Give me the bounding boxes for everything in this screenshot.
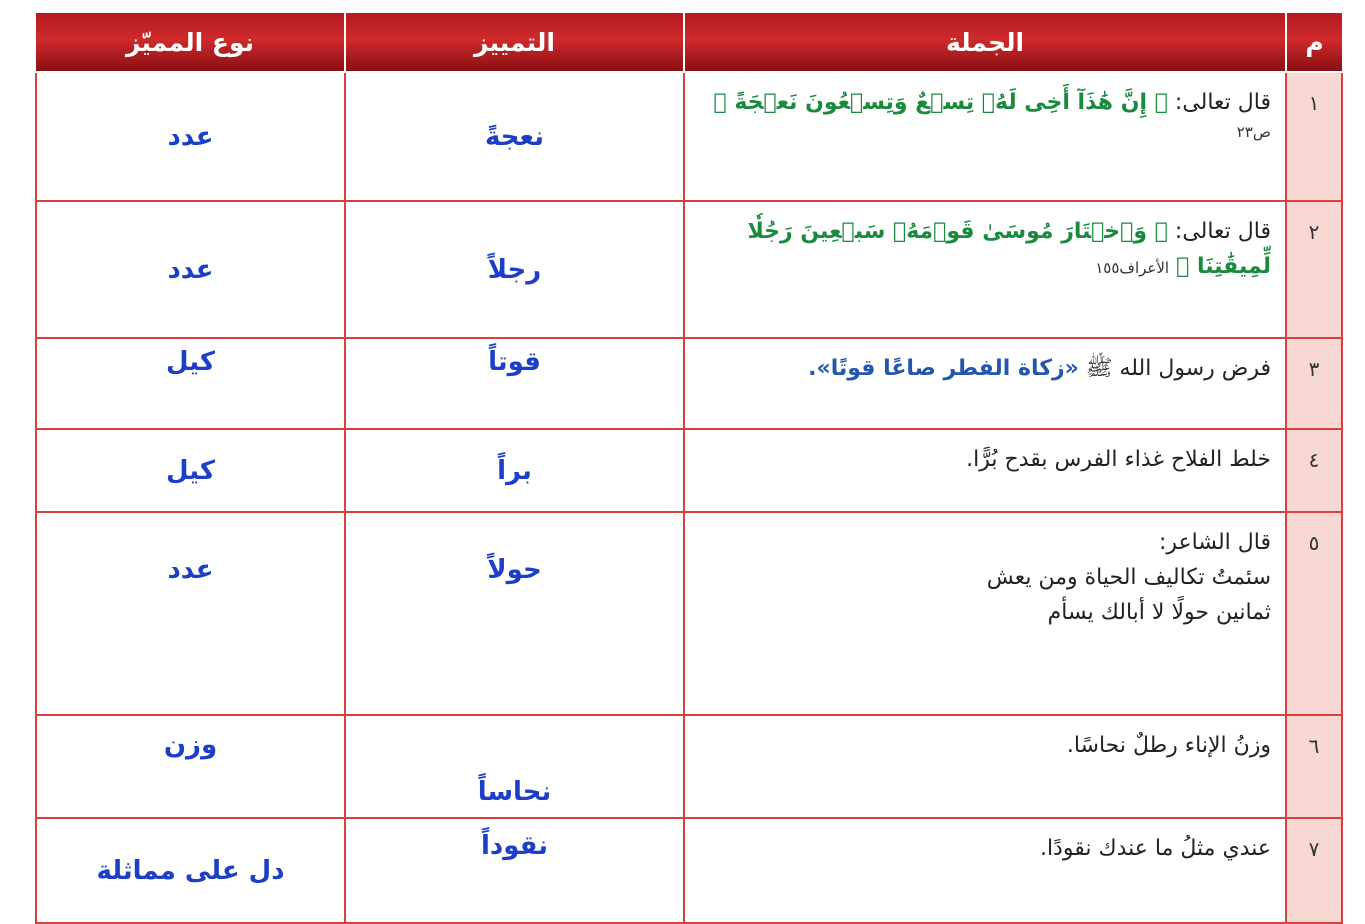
type-cell: عدد (36, 201, 345, 338)
sentence-intro: قال تعالى: (1174, 219, 1271, 244)
table-row (36, 818, 1342, 923)
poem-verse-first: سئمتُ تكاليف الحياة ومن يعش (986, 565, 1271, 591)
row-number: ٥ (1286, 512, 1342, 715)
sentence-cell (684, 338, 1286, 429)
header-type: نوع المميّز (36, 13, 345, 72)
row-number: ٧ (1286, 818, 1342, 923)
sentence-cell: وزنُ الإناء رطلٌ نحاسًا. (684, 715, 1286, 818)
header-tamyiz: التمييز (345, 13, 684, 72)
table-row (36, 429, 1342, 512)
sentence-cell (684, 201, 1286, 338)
tamyiz-cell: نعجةً (345, 72, 684, 201)
row-number: ١ (1286, 72, 1342, 201)
row-number: ٣ (1286, 338, 1342, 429)
sentence-cell: عندي مثلُ ما عندك نقودًا. (684, 818, 1286, 923)
header-num: م (1286, 13, 1342, 72)
poem-verse-second: ثمانين حولًا لا أبالك يسأم (1047, 600, 1271, 626)
sentence-cell (684, 72, 1286, 201)
type-cell: دل على مماثلة (36, 818, 345, 923)
verse-reference: الأعراف١٥٥ (1095, 259, 1170, 278)
hadith-text: «زكاة الفطر صاعًا قوتًا». (808, 356, 1079, 381)
tamyiz-table-container (35, 13, 1341, 924)
tamyiz-cell: قوتاً (345, 338, 684, 429)
tamyiz-cell: نقوداً (345, 818, 684, 923)
sentence-cell: خلط الفلاح غذاء الفرس بقدح بُرًّا. (684, 429, 1286, 512)
table-row (36, 512, 1342, 715)
sentence-intro: قال الشاعر: (1158, 530, 1271, 555)
quran-verse: ﴿ وَٱخۡتَارَ مُوسَىٰ قَوۡمَهُۥ سَبۡعِينَ رَجُلٗا لِّمِيقَٰتِنَا ﴾ (747, 219, 1271, 280)
quran-verse: ﴿ إِنَّ هَٰذَآ أَخِى لَهُۥ تِسۡعٌ وَتِسۡعُونَ نَعۡجَةً ﴾ (713, 90, 1168, 115)
tamyiz-table (35, 13, 1343, 924)
type-cell: عدد (36, 72, 345, 201)
table-row (36, 201, 1342, 338)
sentence-intro: فرض رسول الله ﷺ (1085, 356, 1271, 381)
tamyiz-cell: حولاً (345, 512, 684, 715)
table-row (36, 715, 1342, 818)
type-cell: وزن (36, 715, 345, 818)
type-cell: كيل (36, 429, 345, 512)
table-row (36, 338, 1342, 429)
row-number: ٤ (1286, 429, 1342, 512)
sentence-intro: قال تعالى: (1174, 90, 1271, 115)
tamyiz-cell: نحاساً (345, 715, 684, 818)
header-sentence: الجملة (684, 13, 1286, 72)
type-cell: عدد (36, 512, 345, 715)
row-number: ٢ (1286, 201, 1342, 338)
table-row (36, 72, 1342, 201)
verse-reference: ص٢٣ (1236, 123, 1271, 142)
row-number: ٦ (1286, 715, 1342, 818)
header-row (36, 13, 1342, 72)
tamyiz-cell: براً (345, 429, 684, 512)
tamyiz-cell: رجلاً (345, 201, 684, 338)
type-cell: كيل (36, 338, 345, 429)
sentence-cell (684, 512, 1286, 715)
